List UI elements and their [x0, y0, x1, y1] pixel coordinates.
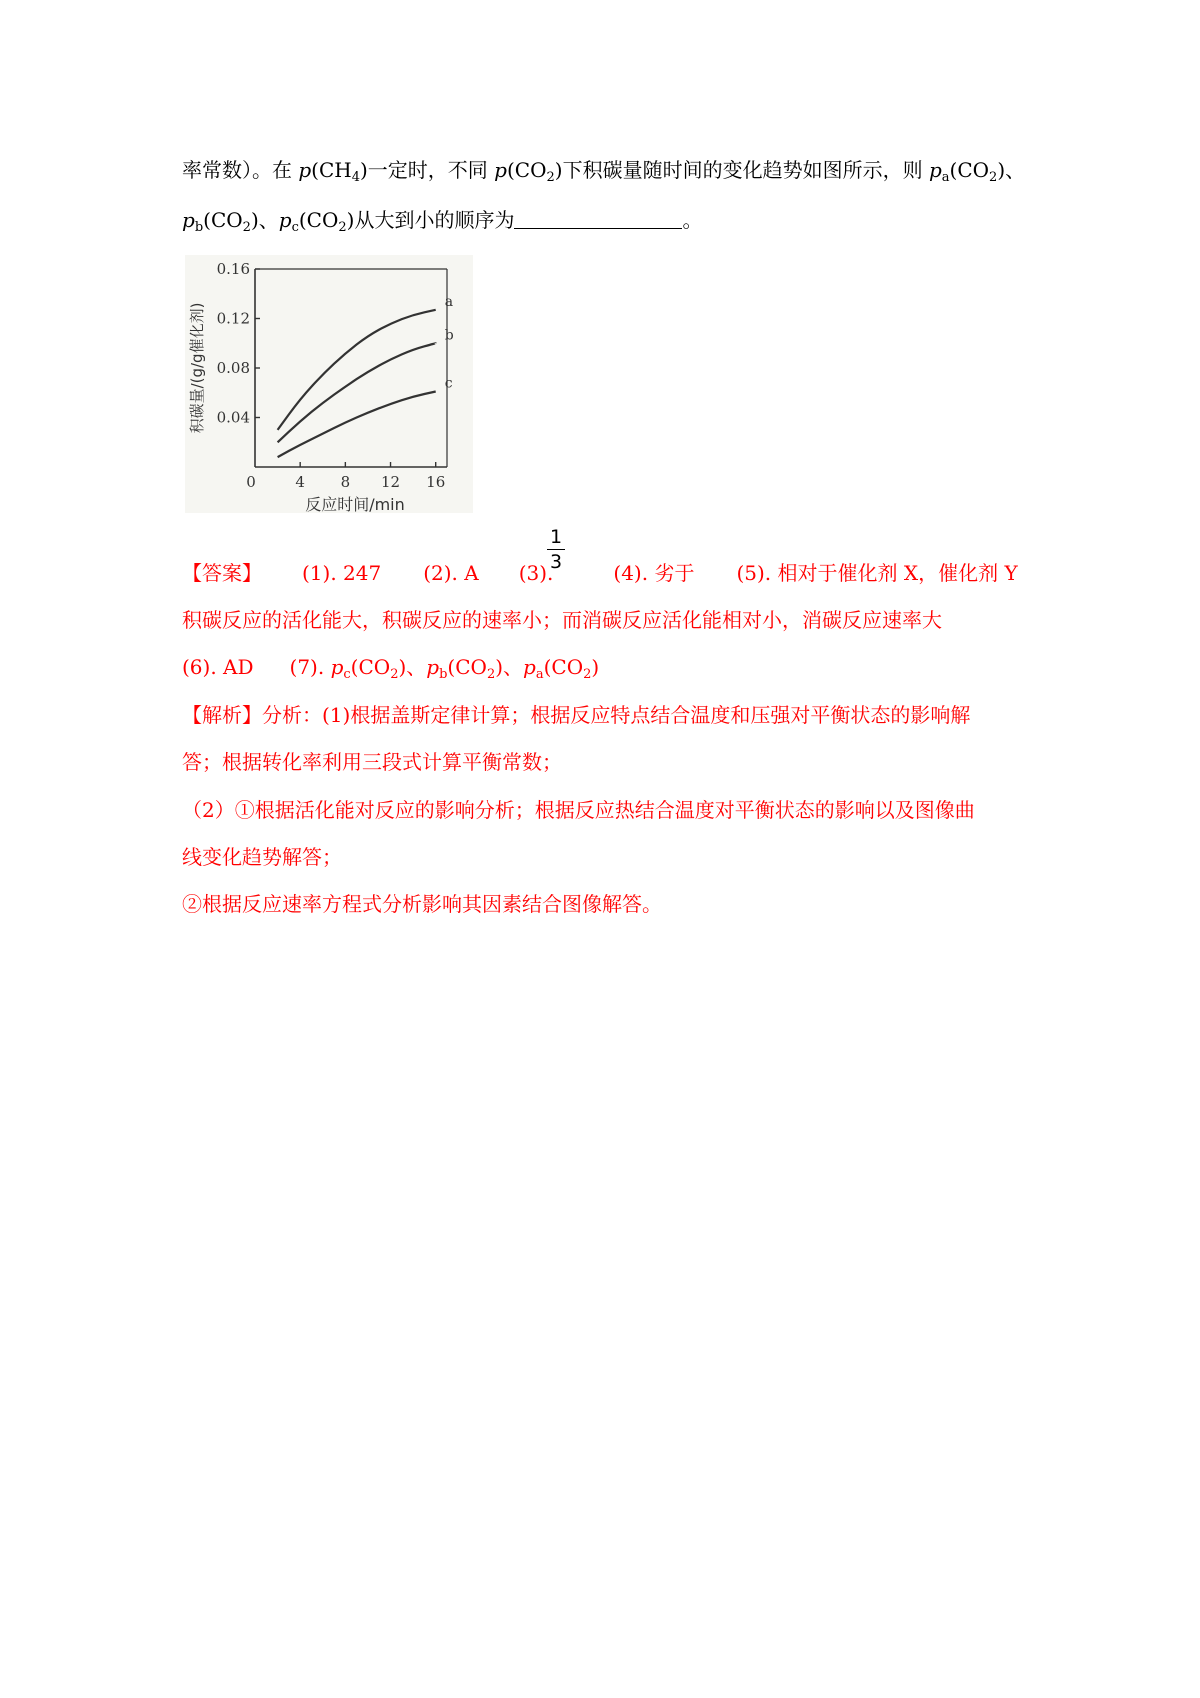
answer-tag: 【答案】 [182, 561, 262, 585]
pressure-symbol: p [494, 158, 507, 182]
subscript: 4 [351, 170, 360, 185]
analysis-line-4 [182, 843, 342, 871]
subscript: 2 [390, 667, 399, 682]
analysis-text: （2）①根据活化能对反应的影响分析；根据反应热结合温度对平衡状态的影响以及图像曲 [182, 798, 975, 822]
series-label-c: c [444, 375, 453, 392]
series-line-b [278, 343, 436, 442]
text-segment: (CH [311, 158, 352, 182]
series-line-c [278, 392, 436, 458]
pressure-symbol: p [182, 208, 195, 232]
answer-item-7: (7). [289, 655, 331, 679]
pressure-symbol: p [298, 158, 312, 182]
x-tick-label: 8 [340, 473, 351, 491]
separator: 、 [1005, 158, 1026, 182]
x-tick-label: 12 [380, 473, 401, 491]
pressure-symbol: p [278, 208, 292, 232]
analysis-line-2 [182, 748, 562, 776]
analysis-line-3 [182, 796, 975, 824]
text-segment: (CO [949, 158, 990, 182]
separator: 、 [503, 655, 524, 679]
text-segment: ) [250, 208, 259, 232]
subscript: b [439, 667, 448, 682]
period: 。 [682, 208, 703, 232]
y-tick-label: 0.16 [216, 260, 250, 278]
text-segment: )一定时，不同 [360, 158, 495, 182]
pressure-symbol: p [523, 655, 536, 679]
analysis-tag: 【解析】 [182, 703, 262, 727]
answer-item-1: (1). 247 [302, 561, 382, 585]
answer-line-1 [182, 559, 1018, 587]
text-segment: (CO [203, 208, 243, 232]
x-axis-label: 反应时间/min [305, 495, 405, 513]
subscript: 2 [989, 170, 998, 185]
text-segment: (CO [447, 655, 487, 679]
y-tick-label: 0.12 [216, 309, 250, 328]
analysis-text: ②根据反应速率方程式分析影响其因素结合图像解答。 [182, 892, 662, 916]
analysis-text: 线变化趋势解答； [182, 845, 342, 869]
answer-item-5: (5). 相对于催化剂 X，催化剂 Y [736, 561, 1018, 585]
y-tick-label: 0.04 [216, 408, 250, 427]
answer-blank [514, 208, 682, 229]
text-segment: (CO [350, 655, 391, 679]
subscript: a [941, 170, 950, 185]
subscript: b [194, 220, 204, 235]
subscript: 2 [242, 220, 251, 235]
answer-item-5-cont: 积碳反应的活化能大，积碳反应的速率小；而消碳反应活化能相对小，消碳反应速率大 [182, 608, 942, 632]
answer-item-2: (2). A [423, 561, 479, 585]
separator: 、 [258, 208, 279, 232]
text-segment: ) [997, 158, 1006, 182]
pressure-symbol: p [426, 655, 440, 679]
text-segment: )从大到小的顺序为 [346, 208, 515, 232]
text-segment: (CO [298, 208, 339, 232]
pressure-symbol: p [928, 158, 942, 182]
answer-item-4: (4). 劣于 [613, 561, 695, 585]
analysis-text: 答；根据转化率利用三段式计算平衡常数； [182, 750, 562, 774]
subscript: 2 [546, 170, 555, 185]
fraction-bar [547, 549, 565, 550]
series-line-a [278, 310, 436, 430]
answer-item-6: (6). AD [182, 655, 254, 679]
x-tick-label: 0 [246, 473, 256, 491]
text-segment: )下积碳量随时间的变化趋势如图所示，则 [554, 158, 929, 182]
text-segment: ) [398, 655, 407, 679]
analysis-line-1 [182, 701, 970, 729]
subscript: c [343, 667, 351, 682]
answer-line-3 [182, 653, 599, 681]
text-segment: 率常数）。在 [182, 158, 299, 182]
x-tick-label: 16 [426, 473, 446, 491]
analysis-text: 分析：(1)根据盖斯定律计算；根据反应特点结合温度和压强对平衡状态的影响解 [262, 703, 971, 727]
carbon-deposition-chart [185, 255, 473, 513]
subscript: 2 [583, 667, 592, 682]
question-line-1 [182, 156, 1025, 184]
subscript: 2 [486, 667, 496, 682]
x-tick-label: 4 [295, 473, 305, 491]
answer-line-2 [182, 606, 942, 634]
answer-item-3: (3). [518, 561, 554, 585]
fraction-denominator: 3 [549, 551, 563, 573]
fraction-numerator: 1 [549, 526, 563, 548]
chart-svg [185, 255, 473, 513]
analysis-line-5 [182, 890, 662, 918]
series-label-b: b [444, 327, 454, 344]
separator: 、 [406, 655, 427, 679]
y-axis-label: 积碳量/(g/g催化剂) [188, 302, 206, 434]
subscript: 2 [338, 220, 347, 235]
pressure-symbol: p [330, 655, 344, 679]
subscript: a [535, 667, 544, 682]
text-segment: (CO [543, 655, 584, 679]
series-label-a: a [444, 293, 454, 310]
question-line-2 [182, 206, 702, 234]
text-segment: (CO [506, 158, 547, 182]
text-segment: ) [591, 655, 600, 679]
text-segment: ) [495, 655, 504, 679]
y-tick-label: 0.08 [216, 359, 250, 377]
subscript: c [291, 220, 299, 235]
